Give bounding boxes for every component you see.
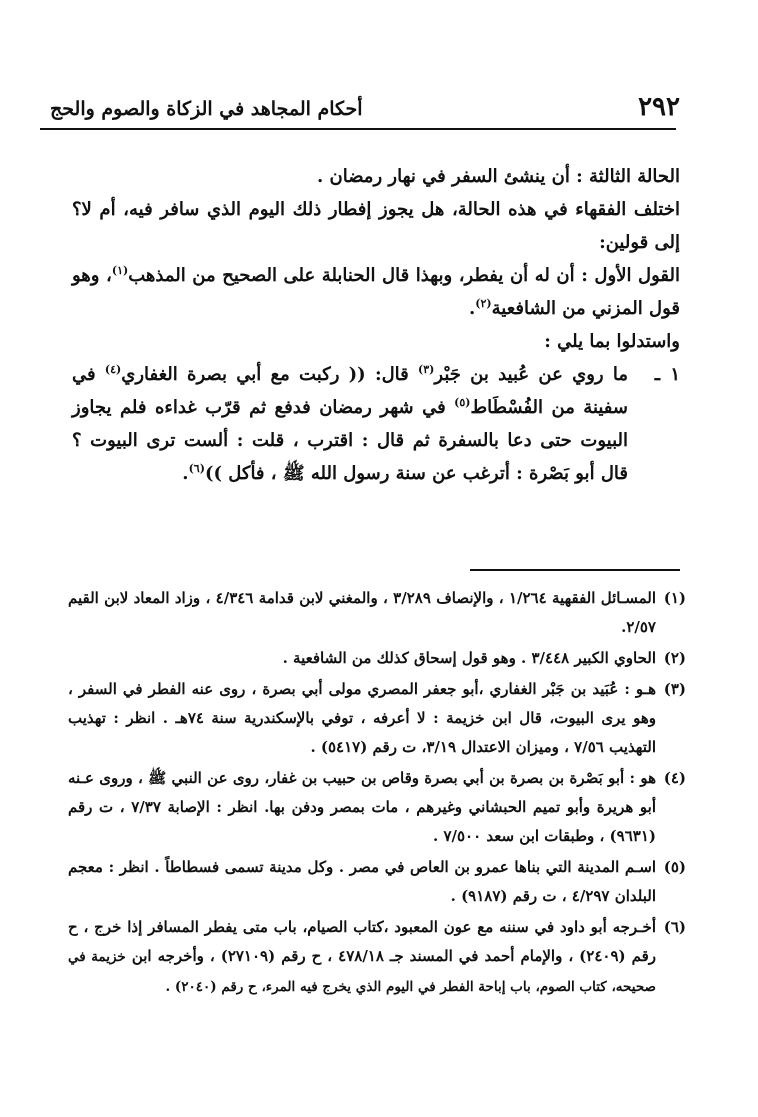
item-number: ١ [670,364,680,385]
evidence-intro-text: واستدلوا بما يلي : [544,331,680,352]
page-header [50,92,680,126]
footnote-text: المسـائل الفقهية ١/٢٦٤ ، والإنصاف ٣/٢٨٩ ، والمغني لابن قدامة ٤/٣٤٦ ، وزاد المعاد لابن القيم ٢/٥٧. [68,589,657,636]
footnote-ref-3[interactable]: (٣) [418,363,435,376]
hadith-part-2: قال: (( ركبت مع أبي بصرة الغفاري [121,364,419,385]
footnote-text: اسـم المدينة التي بناها عمرو بن العاص في مصر . وكل مدينة تسمى فسطاطاً . انظر : معجم البلدان ٤/٢٩٧ ، ت رقم (٩١٨٧) . [68,858,656,905]
hadith-part-5: . [182,463,189,484]
footnote-2 [68,644,686,673]
case-heading-text: الحالة الثالثة : أن ينشئ السفر في نهار رمضان . [316,166,680,187]
footnote-number: (٥) [663,858,686,876]
footnote-number: (١) [663,589,686,607]
footnote-text-continued: خزيمة في صحيحه، كتاب الصوم، باب إباحة الفطر في اليوم الذي يخرج فيه المرء، ح رقم (٢٠٤٠) . [68,949,656,995]
disagreement-paragraph [72,193,680,259]
footnote-3 [68,675,686,762]
footnote-ref-5[interactable]: (٥) [454,396,471,409]
running-title: أحكام المجاهد في الزكاة والصوم والحج [50,98,363,120]
footnote-ref-2[interactable]: (٢) [475,297,492,310]
case-heading [72,160,680,193]
footnote-5 [68,853,686,911]
evidence-intro [72,325,680,358]
footnote-number: (٤) [663,769,686,787]
hadith-part-1: ما روي عن عُبيد بن جَبْر [434,364,628,385]
header-rule [40,128,676,130]
disagreement-text: اختلف الفقهاء في هذه الحالة، هل يجوز إفطار ذلك اليوم الذي سافر فيه، أم لا؟ إلى قولين: [72,199,680,253]
footnote-ref-4[interactable]: (٤) [104,363,122,376]
footnote-text: هو : أبو بَصْرة بن بصرة بن أبي بصرة وقاص بن حبيب بن غفار، روى عن النبي ﷺ ، وروى عـنه أبو هريرة وأبو تميم الحبشاني وغيرهم ، مات بمصر ودفن بها. انظر : الإصابة ٧/٣٧ ، ت رقم (٩٦٣١) ، وطبقات ابن سعد ٧/٥٠٠ . [68,769,657,845]
footnote-number: (٦) [663,918,686,936]
footnote-text: الحاوي الكبير ٣/٤٤٨ . وهو قول إسحاق كذلك من الشافعية . [282,649,656,667]
item-dash: ـ [654,364,660,385]
footnotes [68,584,686,1004]
footnote-6 [68,913,686,1002]
main-text [72,160,680,490]
footnote-ref-1[interactable]: (١) [111,264,129,277]
evidence-item-1 [72,358,680,490]
hadith-text [72,358,628,490]
first-opinion-text-b: ، وهو قول المزني من الشافعية [72,265,680,319]
footnote-ref-6[interactable]: (٦) [188,462,205,475]
footnote-number: (٢) [663,649,686,667]
footnote-number: (٣) [663,680,686,698]
footnote-1 [68,584,686,642]
first-opinion-text-c: . [469,298,476,319]
footnote-4 [68,764,686,851]
footnote-text: هـو : عُبَيد بن جَبْر الغفاري ،أبو جعفر المصري مولى أبي بصرة ، روى عنه الفطر في السفر ، وهو يرى البيوت، قال ابن خزيمة : لا أعرفه ، توفي بالإسكندرية سنة ٧٤هـ . انظر : تهذيب التهذيب ٧/٥٦ ، وميزان الاعتدال ٣/١٩، ت رقم (٥٤١٧) . [68,680,656,756]
footnote-text: أخـرجه أبو داود في سننه مع عون المعبود ،كتاب الصيام، باب متى يفطر المسافر إذا خرج ، ح رقم (٢٤٠٩) ، والإمام أحمد في المسند جـ ٤٧٨/١٨ ، ح رقم (٢٧١٠٩) ، وأخرجه ابن [68,918,657,965]
footnote-separator [470,569,680,571]
hadith-part-4: في شهر رمضان فدفع ثم قرّب غداءه فلم يجاوز البيوت حتى دعا بالسفرة ثم قال : اقترب ، قلت : ألست ترى البيوت ؟ قال أبو بَصْرة : أترغب عن سنة رسول الله ﷺ ، فأكل )) [72,397,628,484]
first-opinion-paragraph [72,259,680,325]
first-opinion-text-a: القول الأول : أن له أن يفطر، وبهذا قال الحنابلة على الصحيح من المذهب [128,265,680,286]
hadith-part-3: في سفينة من الفُسْطَاط [72,364,628,418]
page-number: ٢٩٢ [638,92,680,122]
